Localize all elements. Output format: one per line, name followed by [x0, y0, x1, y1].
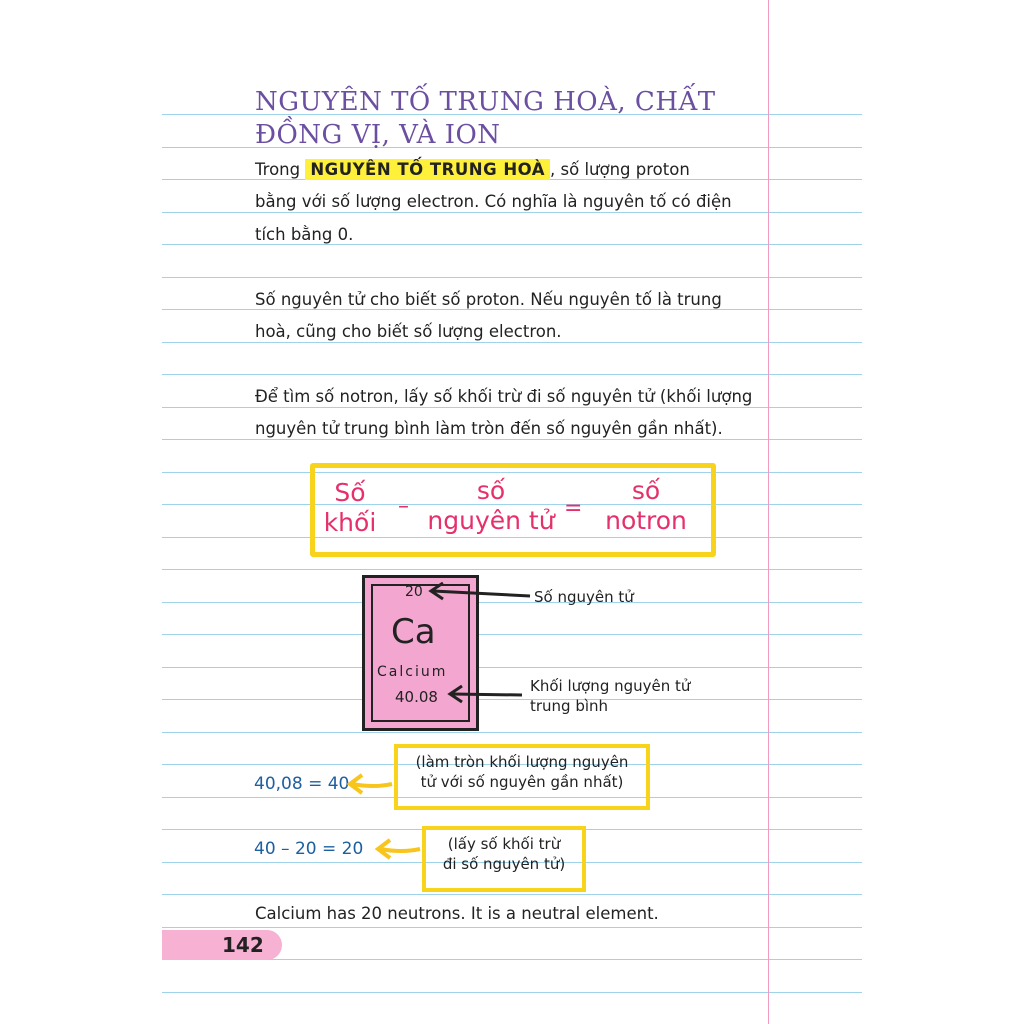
ruled-line: [162, 634, 862, 635]
paragraph-1-line-3: tích bằng 0.: [255, 225, 354, 244]
formula-term-atomic-number: [424, 476, 558, 536]
subtraction-equation: 40 – 20 = 20: [254, 839, 364, 859]
formula-term3-line1: số: [631, 476, 661, 505]
arrow-subtraction-icon: [372, 837, 424, 863]
para1-before: Trong: [255, 160, 306, 179]
paragraph-3-line-1: Để tìm số notron, lấy số khối trừ đi số nguyên tử (khối lượng: [255, 387, 753, 406]
rounding-equation: 40,08 = 40: [254, 774, 350, 794]
ruled-line: [162, 277, 862, 278]
formula-term-neutron: [596, 476, 696, 536]
arrow-rounding-icon: [344, 772, 396, 798]
formula-minus: –: [398, 494, 409, 519]
formula-term1-line1: Số: [334, 478, 366, 507]
note-subtraction: [422, 826, 586, 892]
ruled-line: [162, 894, 862, 895]
arrow-to-atomic-mass-icon: [446, 682, 526, 708]
label-atomic-number: Số nguyên tử: [534, 588, 634, 606]
formula-term1-line2: khối: [323, 508, 377, 537]
highlight-term: NGUYÊN TỐ TRUNG HOÀ: [305, 159, 550, 180]
note-subtraction-line1: (lấy số khối trừ: [447, 835, 561, 853]
note-rounding: [394, 744, 650, 810]
para1-after: , số lượng proton: [550, 160, 690, 179]
margin-line: [768, 0, 769, 1024]
paragraph-3-line-2: nguyên tử trung bình làm tròn đến số nguyên gần nhất).: [255, 419, 723, 438]
formula-term2-line1: số: [476, 476, 506, 505]
ruled-line: [162, 374, 862, 375]
label-mass-line2: trung bình: [530, 697, 609, 715]
formula-equals: =: [564, 496, 583, 521]
atomic-mass: 40.08: [395, 688, 438, 706]
ruled-line: [162, 667, 862, 668]
page-number: 142: [222, 933, 264, 957]
note-subtraction-line2: đi số nguyên tử): [442, 855, 566, 873]
paragraph-1-line-2: bằng với số lượng electron. Có nghĩa là nguyên tố có điện: [255, 192, 732, 211]
formula-term-mass-number: [318, 478, 382, 538]
note-rounding-line1: (làm tròn khối lượng nguyên: [415, 753, 629, 771]
atomic-number: 20: [405, 584, 423, 600]
paragraph-2-line-1: Số nguyên tử cho biết số proton. Nếu nguyên tố là trung: [255, 290, 722, 309]
conclusion-text: Calcium has 20 neutrons. It is a neutral element.: [255, 904, 659, 923]
paragraph-1-line-1: [255, 154, 690, 187]
ruled-line: [162, 992, 862, 993]
arrow-to-atomic-number-icon: [425, 580, 535, 610]
note-rounding-line2: tử với số nguyên gần nhất): [420, 773, 624, 791]
label-mass-line1: Khối lượng nguyên tử: [530, 677, 691, 695]
formula-term2-line2: nguyên tử: [427, 506, 555, 535]
page-title: NGUYÊN TỐ TRUNG HOÀ, CHẤT ĐỒNG VỊ, VÀ ION: [255, 87, 716, 150]
formula-term3-line2: notron: [605, 506, 687, 535]
element-symbol: Ca: [391, 612, 436, 652]
ruled-line: [162, 732, 862, 733]
ruled-line: [162, 569, 862, 570]
paragraph-2-line-2: hoà, cũng cho biết số lượng electron.: [255, 322, 562, 341]
element-name: Calcium: [377, 664, 448, 680]
